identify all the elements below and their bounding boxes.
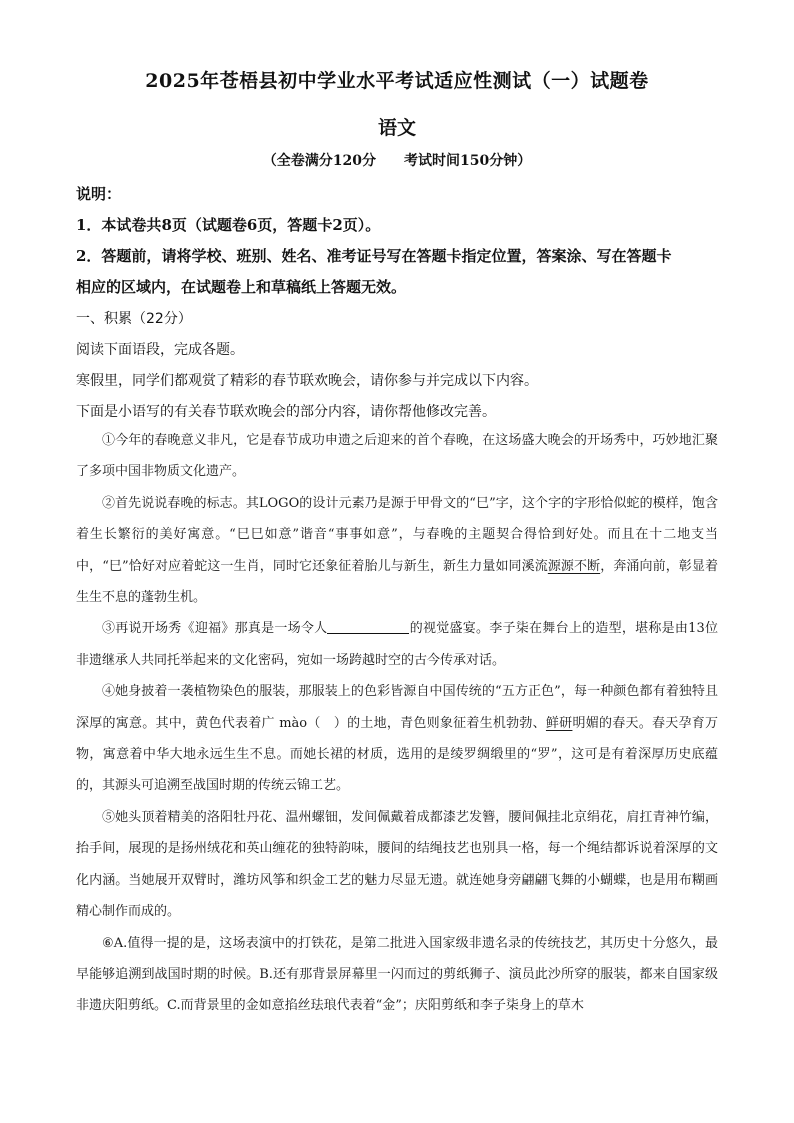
instruction-item-2-line-1: 2．答题前，请将学校、班别、姓名、准考证号写在答题卡指定位置，答案涂、写在答题卡 [76, 247, 672, 265]
passage-paragraph-5: ⑤她头顶着精美的洛阳牡丹花、温州螺钿，发间佩戴着成都漆艺发簪，腰间佩挂北京绢花，肩扛青神竹编，抬手间，展现的是扬州绒花和英山缠花的独特韵味，腰间的结绳技艺也别具一格，每一个绳结都诉说着深厚的文化内涵。当她展开双臂时，潍坊风筝和织金工艺的魅力尽显无遗。就连她身旁翩翩飞舞的小蝴蝶，也是用布糊画精心制作而成的。 [76, 809, 718, 920]
section-intro-2: 寒假里，同学们都观赏了精彩的春节联欢晚会，请你参与并完成以下内容。 [76, 373, 538, 389]
passage-paragraph-6: ⑥A.值得一提的是，这场表演中的打铁花，是第二批进入国家级非遗名录的传统技艺，其历史十分悠久，最早能够追溯到战国时期的时候。B.还有那背景屏幕里一闪而过的剪纸狮子、演员此沙所穿的服装，都来自国家级非遗庆阳剪纸。C.而背景里的金如意掐丝珐琅代表着“金”；庆阳剪纸和李子柒身上的草木 [76, 935, 718, 1014]
paragraph-2-text-a: ②首先说说春晚的标志。其LOGO的设计元素乃是源于甲骨文的“巳”字，这个字的字形恰似蛇的模样，饱含着生长繁衍的美好寓意。“巳巳如意”谐音“事事如意”，与春晚的主题契合得恰到好处。而且在十二地支当中，“巳”恰好对应着蛇这一生肖，同时它还象征着胎儿与新生，新生力量如同溪流 [76, 495, 718, 574]
section-intro-3: 下面是小语写的有关春节联欢晚会的部分内容，请你帮他修改完善。 [76, 404, 496, 420]
paragraph-4-text-a: ④她身披着一袭植物染色的服装，那服装上的色彩皆源自中国传统的“五方正色”，每一种颜色都有着独特且深厚的寓意。其中，黄色代表着广 mào（ ）的土地，青色则象征着生机勃勃、 [76, 684, 718, 731]
paragraph-3-text-a: ③再说开场秀《迎福》那真是一场令人 [102, 621, 328, 637]
exam-title: 2025年苍梧县初中学业水平考试适应性测试（一）试题卷 [145, 70, 649, 92]
underlined-word-1: 源源不断 [547, 558, 601, 574]
underlined-word-2: 鲜研 [545, 715, 573, 731]
paragraph-4-text-b: 明媚的春天。春天孕育万物，寓意着中华大地永远生生不息。而她长裙的材质，选用的是绫罗绸缎里的“罗”，这可是有着深厚历史底蕴的，其源头可追溯至战国时期的传统云锦工艺。 [76, 715, 718, 794]
passage [76, 425, 718, 1022]
passage-paragraph-3 [76, 613, 718, 676]
passage-paragraph-4 [76, 676, 718, 802]
paragraph-3-text-b: 的视觉盛宴。李子柒在舞台上的造型，堪称是由13位非遗继承人共同托举起来的文化密码，宛如一场跨越时空的古今传承对话。 [76, 621, 718, 668]
section-heading: 一、积累（22分） [76, 311, 192, 327]
instructions-heading: 说明： [76, 185, 122, 203]
passage-paragraph-2 [76, 488, 718, 614]
section-intro-1: 阅读下面语段，完成各题。 [76, 342, 244, 358]
subject-title: 语文 [377, 117, 416, 139]
exam-meta: （全卷满分120分 考试时间150分钟） [262, 153, 532, 169]
passage-paragraph-1: ①今年的春晚意义非凡，它是春节成功申遗之后迎来的首个春晚，在这场盛大晚会的开场秀中，巧妙地汇聚了多项中国非物质文化遗产。 [76, 433, 718, 480]
instruction-item-1: 1．本试卷共8页（试题卷6页，答题卡2页）。 [76, 216, 381, 234]
instruction-item-2-line-2: 相应的区域内，在试题卷上和草稿纸上答题无效。 [76, 278, 407, 296]
fill-in-blank[interactable] [327, 619, 409, 634]
paragraph-2-text-b: ，奔涌向前，彰显着生生不息的蓬勃生机。 [76, 558, 718, 606]
